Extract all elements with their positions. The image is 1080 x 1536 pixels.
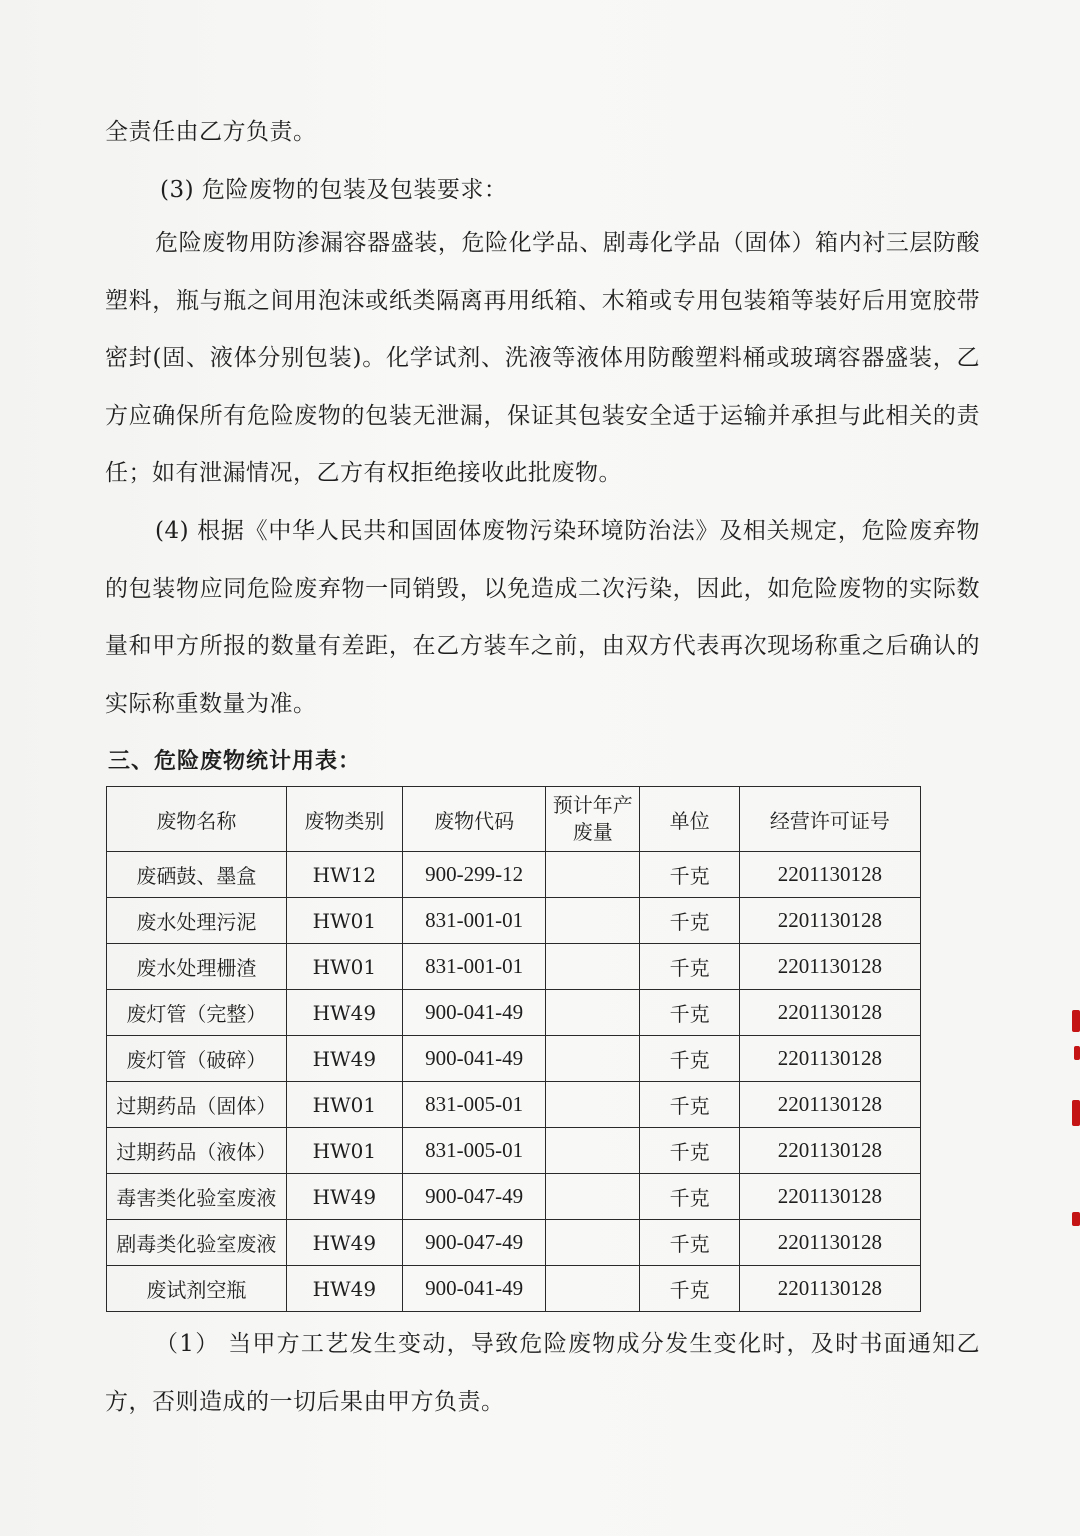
cell-unit: 千克 — [640, 990, 739, 1036]
table-header-row — [107, 787, 921, 852]
cell-unit: 千克 — [640, 1174, 739, 1220]
cell-quantity — [546, 990, 640, 1036]
waste-statistics-table — [106, 786, 921, 1312]
cell-license: 2201130128 — [739, 1036, 920, 1082]
header-annual-quantity — [546, 787, 640, 852]
item-3-body: 危险废物用防渗漏容器盛装，危险化学品、剧毒化学品（固体）箱内衬三层防酸塑料，瓶与瓶之间用泡沫或纸类隔离再用纸箱、木箱或专用包装箱等装好后用宽胶带密封(固、液体分别包装)。化学试剂、洗液等液体用防酸塑料桶或玻璃容器盛装，乙方应确保所有危险废物的包装无泄漏，保证其包装安全适于运输并承担与此相关的责任；如有泄漏情况，乙方有权拒绝接收此批废物。 — [105, 230, 980, 486]
cell-license: 2201130128 — [739, 1174, 920, 1220]
cell-license: 2201130128 — [739, 1082, 920, 1128]
cell-waste-name: 废水处理污泥 — [107, 898, 287, 944]
cell-waste-name: 废灯管（完整） — [107, 990, 287, 1036]
cell-category: HW49 — [286, 990, 403, 1036]
footer-note-1: （1） 当甲方工艺发生变动，导致危险废物成分发生变化时，及时书面通知乙方，否则造成的一切后果由甲方负责。 — [105, 1331, 980, 1415]
cell-unit: 千克 — [640, 1036, 739, 1082]
table-row — [107, 1220, 921, 1266]
header-waste-name: 废物名称 — [107, 787, 287, 852]
cell-waste-name: 废硒鼓、墨盒 — [107, 852, 287, 898]
table-row — [107, 852, 921, 898]
table-row — [107, 1266, 921, 1312]
cell-quantity — [546, 1174, 640, 1220]
cell-code: 831-005-01 — [403, 1128, 546, 1174]
header-license-number: 经营许可证号 — [739, 787, 920, 852]
table-row — [107, 944, 921, 990]
cell-quantity — [546, 944, 640, 990]
cell-unit: 千克 — [640, 1266, 739, 1312]
cell-code: 831-005-01 — [403, 1082, 546, 1128]
cell-category: HW49 — [286, 1220, 403, 1266]
cell-unit: 千克 — [640, 944, 739, 990]
seal-edge-mark — [1072, 1010, 1080, 1032]
item-3-title: (3) 危险废物的包装及包装要求： — [160, 177, 508, 203]
cell-waste-name: 毒害类化验室废液 — [107, 1174, 287, 1220]
cell-unit: 千克 — [640, 1128, 739, 1174]
table-row — [107, 1128, 921, 1174]
cell-code: 831-001-01 — [403, 944, 546, 990]
cell-unit: 千克 — [640, 1082, 739, 1128]
cell-waste-name: 剧毒类化验室废液 — [107, 1220, 287, 1266]
table-body — [107, 852, 921, 1312]
cell-quantity — [546, 852, 640, 898]
cell-code: 900-041-49 — [403, 1036, 546, 1082]
seal-edge-mark — [1072, 1100, 1080, 1126]
cell-category: HW12 — [286, 852, 403, 898]
header-qty-line1: 预计年产 — [552, 793, 633, 817]
cell-code: 900-299-12 — [403, 852, 546, 898]
cell-category: HW49 — [286, 1266, 403, 1312]
cell-quantity — [546, 898, 640, 944]
cell-license: 2201130128 — [739, 1128, 920, 1174]
cell-unit: 千克 — [640, 852, 739, 898]
cell-license: 2201130128 — [739, 1220, 920, 1266]
cell-quantity — [546, 1266, 640, 1312]
cell-waste-name: 过期药品（液体） — [107, 1128, 287, 1174]
section-heading: 三、危险废物统计用表： — [108, 749, 362, 774]
table-row — [107, 1082, 921, 1128]
cell-quantity — [546, 1036, 640, 1082]
cell-category: HW01 — [286, 898, 403, 944]
header-waste-category: 废物类别 — [286, 787, 403, 852]
cell-quantity — [546, 1128, 640, 1174]
header-qty-line2: 废量 — [572, 820, 613, 844]
cell-quantity — [546, 1082, 640, 1128]
table-row — [107, 990, 921, 1036]
cell-category: HW01 — [286, 1082, 403, 1128]
cell-category: HW01 — [286, 1128, 403, 1174]
cell-license: 2201130128 — [739, 990, 920, 1036]
item-4-body: (4) 根据《中华人民共和国固体废物污染环境防治法》及相关规定，危险废弃物的包装物应同危险废弃物一同销毁，以免造成二次污染，因此，如危险废物的实际数量和甲方所报的数量有差距，在乙方装车之前，由双方代表再次现场称重之后确认的实际称重数量为准。 — [105, 518, 980, 717]
cell-unit: 千克 — [640, 1220, 739, 1266]
continuation-line: 全责任由乙方负责。 — [105, 119, 317, 145]
cell-waste-name: 过期药品（固体） — [107, 1082, 287, 1128]
cell-waste-name: 废灯管（破碎） — [107, 1036, 287, 1082]
cell-category: HW01 — [286, 944, 403, 990]
cell-code: 900-041-49 — [403, 990, 546, 1036]
cell-category: HW49 — [286, 1036, 403, 1082]
header-unit: 单位 — [640, 787, 739, 852]
cell-license: 2201130128 — [739, 1266, 920, 1312]
cell-license: 2201130128 — [739, 898, 920, 944]
cell-waste-name: 废试剂空瓶 — [107, 1266, 287, 1312]
cell-category: HW49 — [286, 1174, 403, 1220]
table-row — [107, 898, 921, 944]
seal-edge-mark — [1072, 1212, 1080, 1226]
cell-quantity — [546, 1220, 640, 1266]
header-waste-code: 废物代码 — [403, 787, 546, 852]
cell-unit: 千克 — [640, 898, 739, 944]
cell-license: 2201130128 — [739, 944, 920, 990]
cell-code: 900-041-49 — [403, 1266, 546, 1312]
cell-code: 900-047-49 — [403, 1220, 546, 1266]
cell-code: 900-047-49 — [403, 1174, 546, 1220]
table-row — [107, 1036, 921, 1082]
cell-license: 2201130128 — [739, 852, 920, 898]
table-row — [107, 1174, 921, 1220]
cell-waste-name: 废水处理栅渣 — [107, 944, 287, 990]
seal-edge-mark — [1074, 1046, 1080, 1060]
cell-code: 831-001-01 — [403, 898, 546, 944]
